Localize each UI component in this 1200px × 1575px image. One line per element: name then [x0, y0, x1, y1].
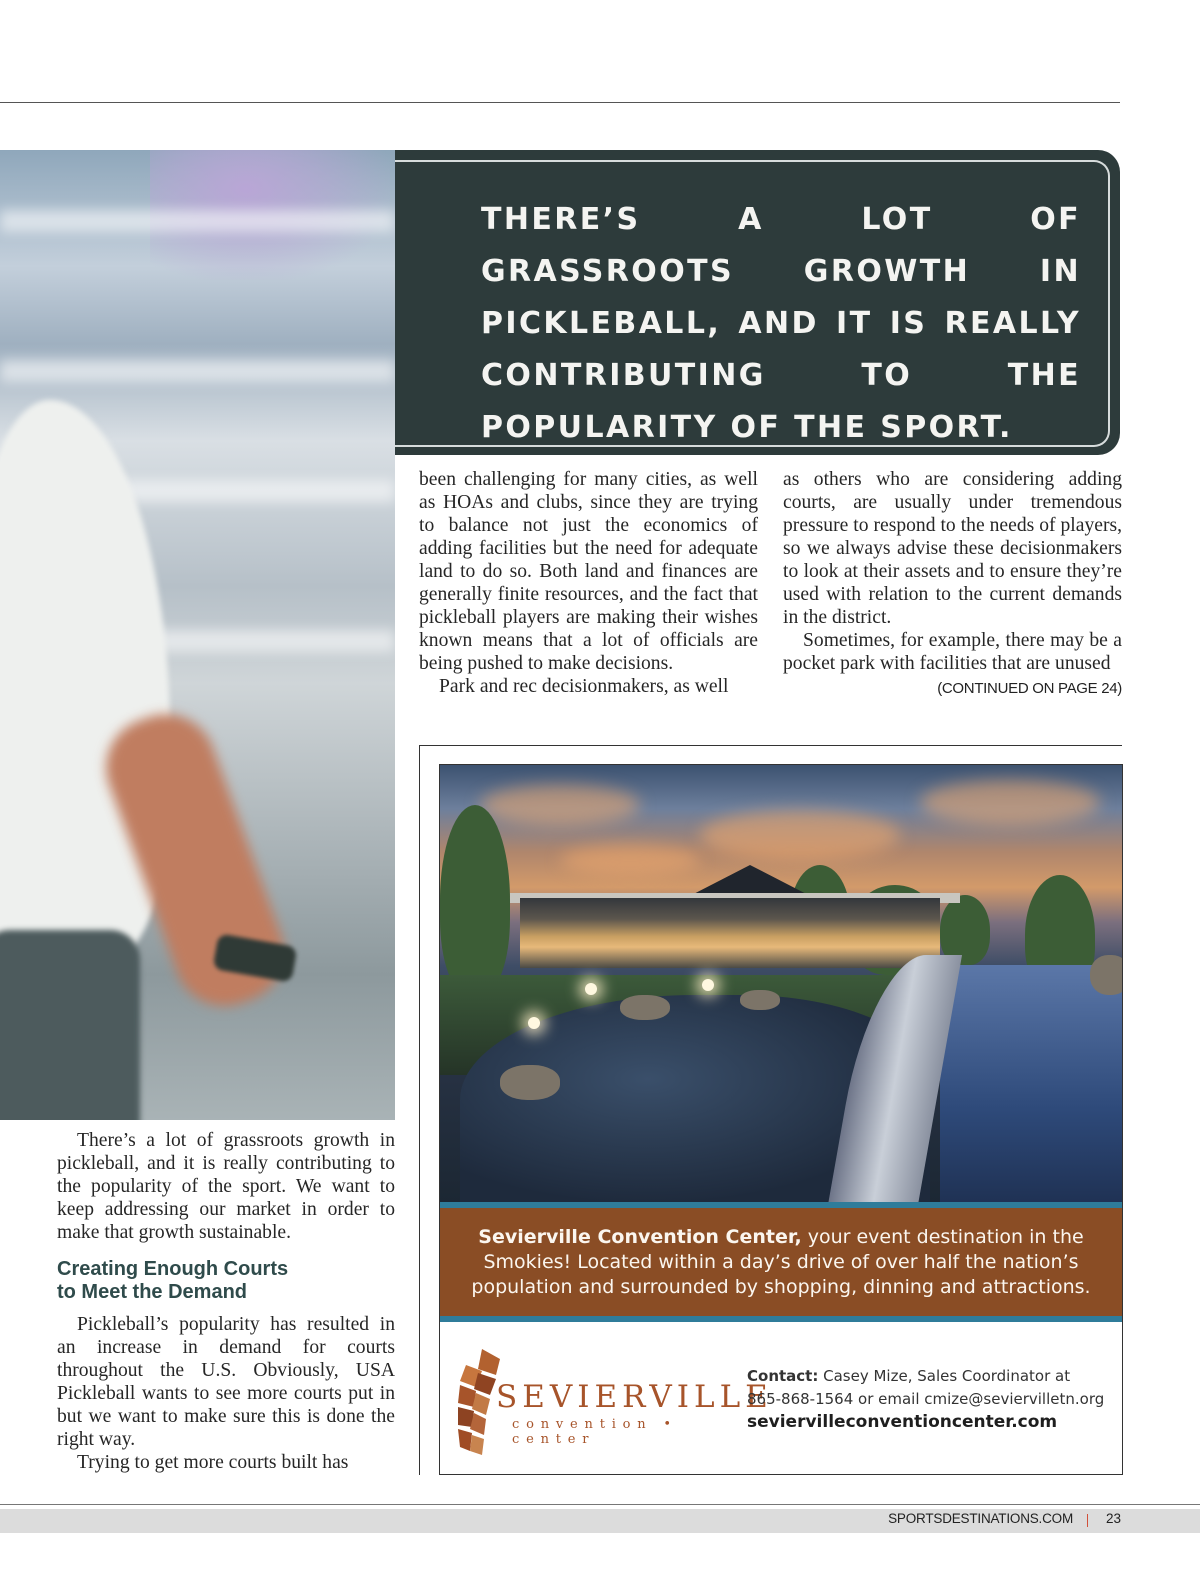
convention-center-photo	[440, 765, 1122, 1202]
paragraph-text: Sometimes, for example, there may be a pocket park with facilities that are unused	[783, 630, 1122, 674]
subhead-line: to Meet the Demand	[57, 1281, 248, 1303]
contact-website-link[interactable]: seviervilleconventioncenter.com	[747, 1412, 1058, 1432]
teal-stripe	[440, 1316, 1122, 1322]
footer-site-name: SPORTSDESTINATIONS.COM	[888, 1511, 1073, 1526]
logo-wordmark: SEVIERVILLE	[496, 1379, 773, 1415]
contact-line	[747, 1365, 1117, 1388]
paragraph: Park and rec decisionmakers, as well	[439, 676, 729, 697]
section-subhead	[57, 1258, 395, 1304]
paragraph	[783, 629, 1122, 697]
subhead-line: Creating Enough Courts	[57, 1258, 289, 1280]
ad-contact-block	[747, 1365, 1117, 1434]
ad-headline-band	[440, 1208, 1122, 1316]
top-rule	[0, 102, 1120, 103]
ad-headline-bold: Sevierville Convention Center,	[478, 1225, 802, 1248]
page-number: 23	[1106, 1511, 1122, 1526]
paragraph: been challenging for many cities, as well as HOAs and clubs, since they are trying to balance not just the economics of adding facilities but the need for adequate land to do so. Both land and finances are generally finite resources, and the fact that pickleball players are making their wishes known means that a lot of officials are being pushed to make decisions.	[419, 469, 758, 674]
logo-tagline: convention • center	[512, 1417, 678, 1447]
contact-label: Contact:	[747, 1367, 819, 1385]
footer-rule	[0, 1504, 1200, 1505]
ad-frame-line	[419, 745, 420, 1475]
pickleball-player-photo	[0, 150, 395, 1120]
paragraph: There’s a lot of grassroots growth in pickleball, and it is really contributing to the popularity of the sport. We want to keep addressing our market in order to make that growth sustainable.	[57, 1130, 395, 1243]
sevierville-advertisement[interactable]	[439, 764, 1123, 1475]
ad-headline-rest: your event destination in the Smokies! Located within a day’s drive of over half the nation’s population and surrounded by shopping, dinning and attractions.	[471, 1225, 1091, 1298]
pull-quote-box	[395, 150, 1120, 455]
contact-person: Casey Mize, Sales Coordinator at	[818, 1367, 1071, 1385]
paragraph: Trying to get more courts built has	[77, 1452, 349, 1473]
sevierville-logo	[456, 1347, 773, 1459]
article-column-right	[783, 468, 1122, 700]
ad-headline	[456, 1225, 1106, 1300]
contact-phone-email[interactable]: 865-868-1564 or email cmize@seviervilletn.org	[747, 1390, 1105, 1408]
continued-jump-link[interactable]: (CONTINUED ON PAGE 24)	[937, 680, 1122, 697]
paragraph: Pickleball’s popularity has resulted in an increase in demand for courts throughout the U.S. Obviously, USA Pickleball wants to see more courts put in but we want to make sure this is done the right way.	[57, 1314, 395, 1450]
footer-separator	[1087, 1514, 1088, 1527]
article-column-middle	[419, 468, 758, 698]
pull-quote-text: THERE’S A LOT OF GRASSROOTS GROWTH IN PICKLEBALL, AND IT IS REALLY CONTRIBUTING TO THE POPULARITY OF THE SPORT.	[481, 202, 1081, 445]
article-column-left	[57, 1129, 395, 1474]
paragraph: as others who are considering adding courts, are usually under tremendous pressure to respond to the needs of players, so we always advise these decisionmakers to look at their assets and to ensure they’re used with relation to the current demands in the district.	[783, 469, 1122, 628]
ad-frame-line	[419, 745, 1122, 746]
